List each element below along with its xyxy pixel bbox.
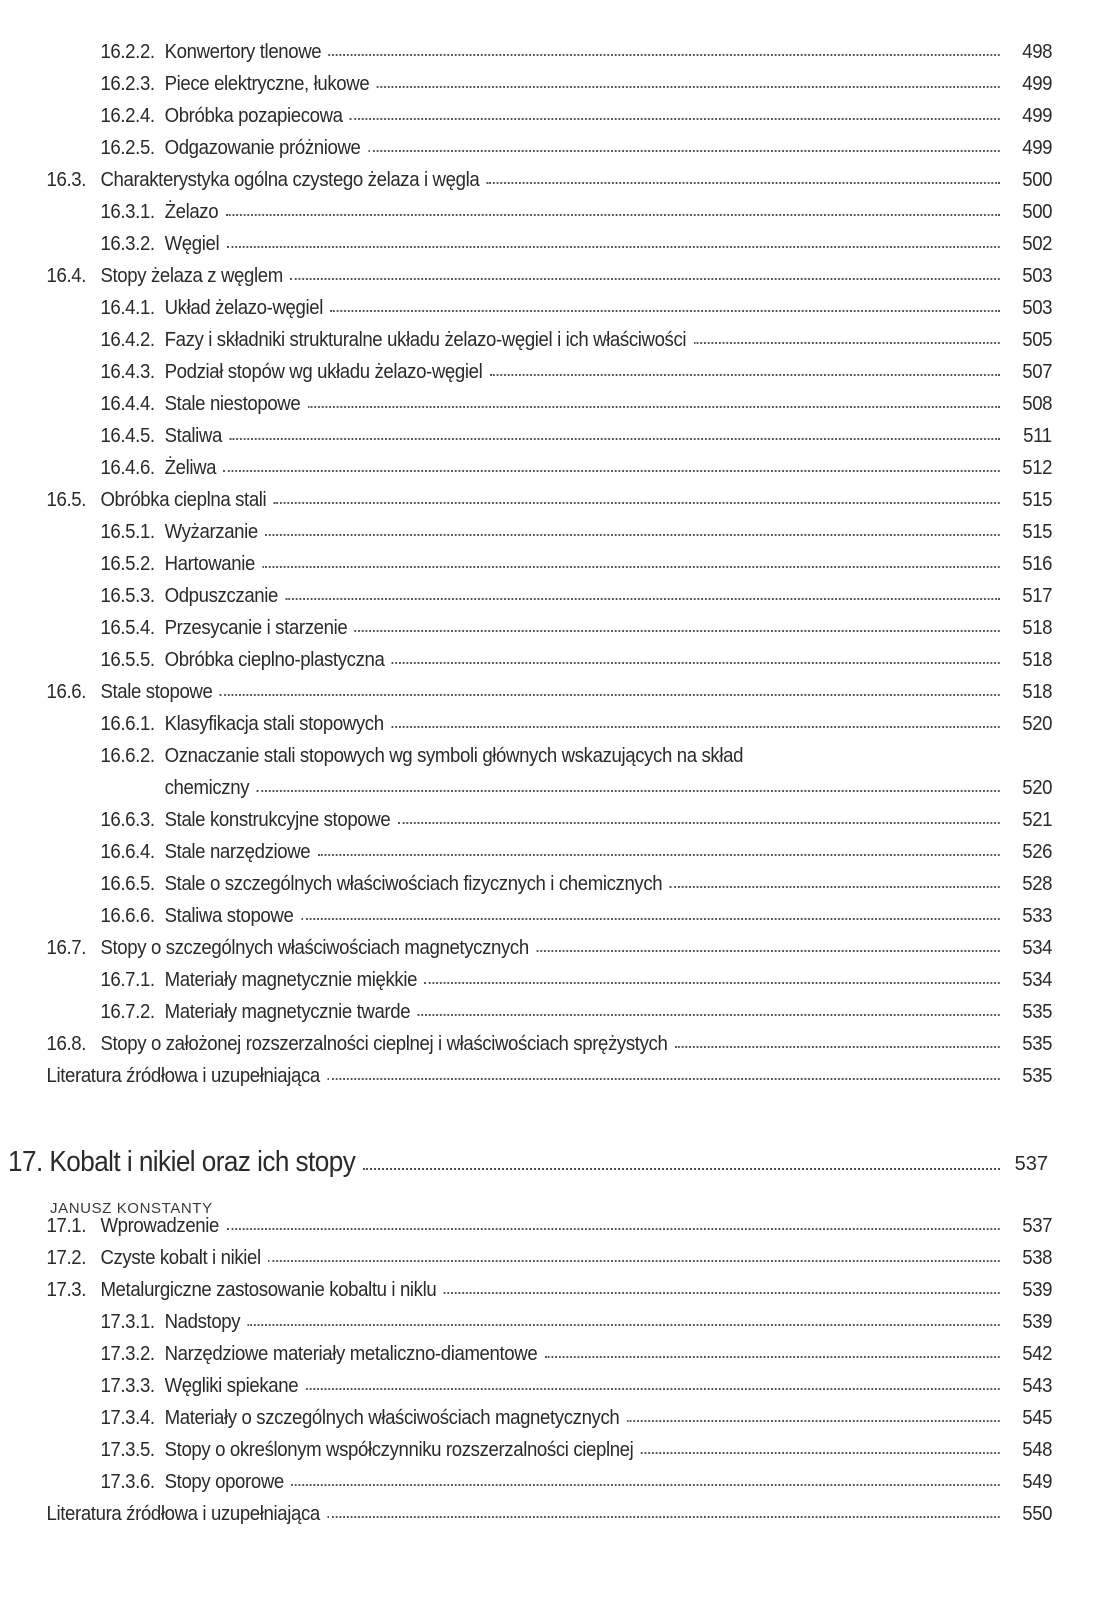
toc-entry-title: Narzędziowe materiały metaliczno-diamentowe — [164, 1343, 538, 1365]
leader-dots — [286, 598, 1000, 600]
toc-entry — [0, 1498, 1053, 1530]
toc-entry-title: Hartowanie — [164, 553, 255, 575]
toc-entry-number: 16.6. — [46, 681, 87, 703]
toc-entry-page: 535 — [1022, 1001, 1053, 1023]
toc-entry-page: 518 — [1022, 681, 1053, 703]
toc-entry-number: 16.5.4. — [100, 617, 155, 639]
toc-entry — [0, 260, 1053, 292]
toc-entry — [0, 1028, 1053, 1060]
toc-entry — [0, 1338, 1053, 1370]
toc-entry-page: 539 — [1022, 1311, 1053, 1333]
toc-entry — [0, 1242, 1053, 1274]
toc-entry-number: 16.6.2. — [100, 745, 155, 767]
leader-dots — [318, 854, 1000, 856]
toc-entry — [0, 548, 1053, 580]
leader-dots — [247, 1324, 1000, 1326]
leader-dots — [268, 1260, 1000, 1262]
toc-entry-page: 521 — [1022, 809, 1053, 831]
toc-entry-number: 17.3.4. — [100, 1407, 155, 1429]
leader-dots — [308, 406, 1000, 408]
toc-entry — [0, 324, 1053, 356]
toc-entry — [0, 1306, 1053, 1338]
toc-entry-title: Stopy o określonym współczynniku rozszerzalności cieplnej — [164, 1439, 634, 1461]
toc-entry — [0, 164, 1053, 196]
leader-dots — [223, 470, 1000, 472]
leader-dots — [291, 1484, 1000, 1486]
leader-dots — [444, 1292, 1000, 1294]
leader-dots — [227, 246, 1000, 248]
toc-entry-number: 17.1. — [46, 1215, 87, 1237]
toc-entry — [0, 484, 1053, 516]
toc-entry-number: 16.4.6. — [100, 457, 155, 479]
toc-entry-page: 533 — [1022, 905, 1053, 927]
toc-entry — [0, 804, 1053, 836]
toc-entry-number: 16.7.1. — [100, 969, 155, 991]
toc-entry-number: 16.5.5. — [100, 649, 155, 671]
toc-entry-title: Stopy żelaza z węglem — [100, 265, 283, 287]
leader-dots — [392, 662, 1000, 664]
chapter-author: JANUSZ KONSTANTY — [50, 1200, 213, 1217]
leader-dots — [368, 150, 1000, 152]
leader-dots — [330, 310, 1000, 312]
toc-entry — [0, 356, 1053, 388]
toc-entry-title: Materiały magnetycznie miękkie — [164, 969, 418, 991]
toc-entry-page: 538 — [1022, 1247, 1053, 1269]
toc-entry-page: 517 — [1022, 585, 1053, 607]
toc-entry — [0, 580, 1053, 612]
toc-entry-number: 16.4.5. — [100, 425, 155, 447]
leader-dots — [265, 534, 1000, 536]
toc-entry-page: 534 — [1022, 937, 1053, 959]
toc-entry-number: 17.3.6. — [100, 1471, 155, 1493]
toc-entry-number: 17.3.3. — [100, 1375, 155, 1397]
toc-entry-page: 518 — [1022, 649, 1053, 671]
leader-dots — [424, 982, 1000, 984]
toc-entry-page: 515 — [1022, 489, 1053, 511]
leader-dots — [392, 726, 1000, 728]
toc-entry-title: Obróbka cieplno-plastyczna — [164, 649, 385, 671]
leader-dots — [490, 374, 1000, 376]
leader-dots — [328, 54, 1000, 56]
toc-entry-page: 545 — [1022, 1407, 1053, 1429]
toc-entry-page: 499 — [1022, 137, 1053, 159]
toc-entry-page: 548 — [1022, 1439, 1053, 1461]
toc-entry — [0, 932, 1053, 964]
toc-entry-title: Klasyfikacja stali stopowych — [164, 713, 384, 735]
toc-entry — [0, 1466, 1053, 1498]
toc-entry-number: 16.6.5. — [100, 873, 155, 895]
toc-entry — [0, 740, 1034, 772]
toc-entry-title: Żeliwa — [164, 457, 217, 479]
toc-entry-number: 16.6.3. — [100, 809, 155, 831]
leader-dots — [219, 694, 1000, 696]
leader-dots — [627, 1420, 1000, 1422]
toc-entry — [0, 900, 1053, 932]
toc-entry-number: 16.4.2. — [100, 329, 155, 351]
toc-entry-number: 16.7. — [46, 937, 87, 959]
leader-dots — [327, 1516, 1000, 1518]
toc-entry-page: 503 — [1022, 297, 1053, 319]
toc-entry-page: 537 — [1022, 1215, 1053, 1237]
toc-entry-page: 505 — [1022, 329, 1053, 351]
chapter-title: 17. Kobalt i nikiel oraz ich stopy — [8, 1146, 356, 1178]
toc-entry-title: Stale narzędziowe — [164, 841, 311, 863]
leader-dots — [537, 950, 1000, 952]
toc-entry-number: 17.3. — [46, 1279, 87, 1301]
chapter-leader-dots — [363, 1168, 1000, 1170]
toc-entry-page: 507 — [1022, 361, 1053, 383]
toc-entry-number: 16.4. — [46, 265, 87, 287]
toc-entry-title: Układ żelazo-węgiel — [164, 297, 323, 319]
toc-entry-number: 16.4.3. — [100, 361, 155, 383]
toc-entry — [0, 1402, 1053, 1434]
toc-entry-title: Obróbka cieplna stali — [100, 489, 267, 511]
toc-entry — [0, 132, 1053, 164]
toc-entry-number: 17.3.1. — [100, 1311, 155, 1333]
toc-entry-title: Materiały magnetycznie twarde — [164, 1001, 411, 1023]
toc-entry-title: Stopy o szczególnych właściwościach magnetycznych — [100, 937, 529, 959]
toc-entry-title: Stale o szczególnych właściwościach fizycznych i chemicznych — [164, 873, 663, 895]
toc-entry-number: 17.3.5. — [100, 1439, 155, 1461]
toc-entry-number: 16.4.4. — [100, 393, 155, 415]
toc-entry-title: Nadstopy — [164, 1311, 241, 1333]
toc-entry-title: Fazy i składniki strukturalne układu żelazo-węgiel i ich właściwości — [164, 329, 687, 351]
chapter-page-number: 537 — [1014, 1153, 1048, 1175]
toc-entry — [0, 1274, 1053, 1306]
leader-dots — [694, 342, 1000, 344]
toc-entry-title: Stale konstrukcyjne stopowe — [164, 809, 391, 831]
toc-entry-page: 520 — [1022, 777, 1053, 799]
toc-entry-number: 16.5.2. — [100, 553, 155, 575]
toc-entry-page: 542 — [1022, 1343, 1053, 1365]
toc-entry-page: 515 — [1022, 521, 1053, 543]
toc-entry-number: 16.3.2. — [100, 233, 155, 255]
toc-entry-title: Wprowadzenie — [100, 1215, 220, 1237]
leader-dots — [350, 118, 1000, 120]
toc-entry-title: Podział stopów wg układu żelazo-węgiel — [164, 361, 483, 383]
toc-entry — [0, 708, 1053, 740]
toc-entry-title: Oznaczanie stali stopowych wg symboli głównych wskazujących na skład — [164, 745, 744, 767]
leader-dots — [670, 886, 1000, 888]
toc-entry-title: Odgazowanie próżniowe — [164, 137, 361, 159]
leader-dots — [306, 1388, 1000, 1390]
toc-entry-title: Przesycanie i starzenie — [164, 617, 348, 639]
toc-entry-title: Stale stopowe — [100, 681, 213, 703]
toc-entry-page: 518 — [1022, 617, 1053, 639]
toc-entry — [0, 964, 1053, 996]
leader-dots — [377, 86, 1000, 88]
leader-dots — [290, 278, 1000, 280]
leader-dots — [354, 630, 1000, 632]
toc-entry-page: 502 — [1022, 233, 1053, 255]
leader-dots — [641, 1452, 1000, 1454]
toc-entry-title: Piece elektryczne, łukowe — [164, 73, 370, 95]
toc-entry-number: 16.6.1. — [100, 713, 155, 735]
leader-dots — [398, 822, 1000, 824]
toc-entry-title: Węgliki spiekane — [164, 1375, 299, 1397]
leader-dots — [486, 182, 1000, 184]
toc-entry-number: 16.4.1. — [100, 297, 155, 319]
toc-entry-title: Żelazo — [164, 201, 219, 223]
leader-dots — [262, 566, 1000, 568]
toc-entry — [0, 292, 1053, 324]
toc-entry — [0, 516, 1053, 548]
toc-entry-title: Stale niestopowe — [164, 393, 301, 415]
toc-entry-number: 16.7.2. — [100, 1001, 155, 1023]
toc-entry — [0, 388, 1053, 420]
toc-entry — [0, 612, 1053, 644]
toc-entry-page: 500 — [1022, 169, 1053, 191]
toc-entry-page: 499 — [1022, 105, 1053, 127]
toc-entry-title: Materiały o szczególnych właściwościach magnetycznych — [164, 1407, 620, 1429]
leader-dots — [273, 502, 1000, 504]
toc-entry-page: 512 — [1022, 457, 1053, 479]
toc-entry-number: 16.2.2. — [100, 41, 155, 63]
toc-entry-title: Obróbka pozapiecowa — [164, 105, 343, 127]
leader-dots — [226, 214, 1000, 216]
leader-dots — [301, 918, 1000, 920]
toc-entry — [0, 1370, 1053, 1402]
toc-entry-title: Węgiel — [164, 233, 220, 255]
toc-entry-page: 498 — [1022, 41, 1053, 63]
toc-entry-title: Staliwa — [164, 425, 222, 447]
toc-entry — [0, 996, 1053, 1028]
toc-entry — [0, 196, 1053, 228]
toc-entry — [0, 1434, 1053, 1466]
toc-entry-number: 16.2.3. — [100, 73, 155, 95]
toc-entry-title: Odpuszczanie — [164, 585, 279, 607]
leader-dots — [230, 438, 1000, 440]
toc-entry-page: 528 — [1022, 873, 1053, 895]
toc-entry-number: 16.2.5. — [100, 137, 155, 159]
toc-entry-title: Literatura źródłowa i uzupełniająca — [46, 1065, 320, 1087]
toc-entry — [0, 1210, 1053, 1242]
toc-entry — [0, 68, 1053, 100]
leader-dots — [257, 790, 1000, 792]
toc-entry-number: 16.6.6. — [100, 905, 155, 927]
toc-entry-number: 17.2. — [46, 1247, 87, 1269]
toc-entry-page: 539 — [1022, 1279, 1053, 1301]
toc-entry-title: Czyste kobalt i nikiel — [100, 1247, 261, 1269]
toc-entry — [0, 228, 1053, 260]
toc-entry-page: 508 — [1022, 393, 1053, 415]
toc-entry — [0, 420, 1052, 452]
toc-entry-title: Literatura źródłowa i uzupełniająca — [46, 1503, 320, 1525]
leader-dots — [227, 1228, 1000, 1230]
toc-entry-page: 516 — [1022, 553, 1053, 575]
toc-entry-number: 16.2.4. — [100, 105, 155, 127]
toc-entry-number: 16.5. — [46, 489, 87, 511]
leader-dots — [545, 1356, 1000, 1358]
toc-entry-page: 550 — [1022, 1503, 1053, 1525]
toc-entry-title: Charakterystyka ogólna czystego żelaza i węgla — [100, 169, 480, 191]
toc-entry — [0, 836, 1053, 868]
toc-entry-page: 526 — [1022, 841, 1053, 863]
toc-entry-number: 16.6.4. — [100, 841, 155, 863]
toc-entry-title: Konwertory tlenowe — [164, 41, 322, 63]
toc-entry — [0, 644, 1053, 676]
leader-dots — [675, 1046, 1000, 1048]
toc-entry — [0, 676, 1053, 708]
toc-entry-title: Wyżarzanie — [164, 521, 258, 543]
leader-dots — [327, 1078, 1000, 1080]
toc-entry-title: Stopy o założonej rozszerzalności cieplnej i właściwościach sprężystych — [100, 1033, 668, 1055]
toc-entry — [0, 452, 1053, 484]
toc-entry — [0, 36, 1053, 68]
toc-entry — [0, 868, 1053, 900]
toc-entry-page: 500 — [1022, 201, 1053, 223]
toc-entry — [0, 772, 1053, 804]
toc-entry-page: 535 — [1022, 1033, 1053, 1055]
toc-entry-page: 499 — [1022, 73, 1053, 95]
toc-entry-number: 16.3. — [46, 169, 87, 191]
toc-entry — [0, 1060, 1053, 1092]
toc-entry-page: 511 — [1023, 425, 1052, 447]
toc-entry-number: 16.8. — [46, 1033, 87, 1055]
toc-entry-number: 16.5.3. — [100, 585, 155, 607]
leader-dots — [418, 1014, 1000, 1016]
toc-entry-number: 16.3.1. — [100, 201, 155, 223]
toc-entry-page: 520 — [1022, 713, 1053, 735]
toc-entry-title: Stopy oporowe — [164, 1471, 284, 1493]
toc-entry-page: 543 — [1022, 1375, 1053, 1397]
toc-entry-page: 535 — [1022, 1065, 1053, 1087]
toc-entry-page: 503 — [1022, 265, 1053, 287]
toc-entry-title: Staliwa stopowe — [164, 905, 294, 927]
toc-entry-title: Metalurgiczne zastosowanie kobaltu i niklu — [100, 1279, 437, 1301]
toc-entry — [0, 100, 1053, 132]
toc-entry-title: chemiczny — [164, 777, 250, 799]
toc-entry-page: 534 — [1022, 969, 1053, 991]
toc-entry-number: 17.3.2. — [100, 1343, 155, 1365]
toc-entry-number: 16.5.1. — [100, 521, 155, 543]
toc-entry-page: 549 — [1022, 1471, 1053, 1493]
